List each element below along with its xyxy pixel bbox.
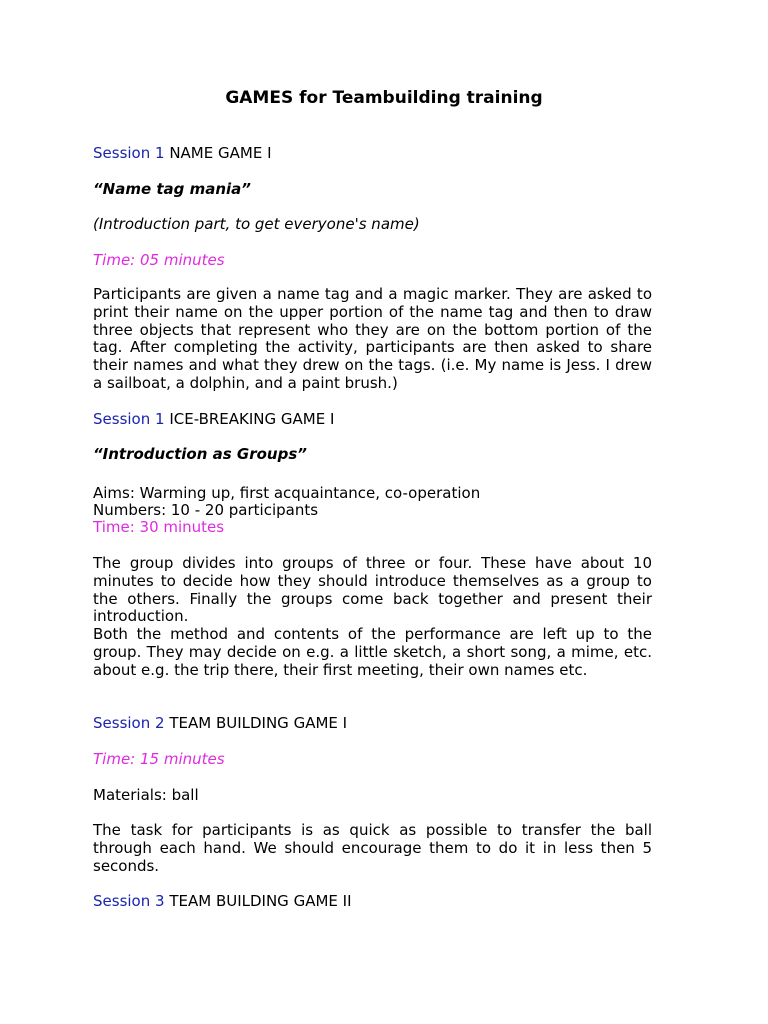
game-description: The group divides into groups of three or four. These have about 10 minutes to decide how they should introduce themselves as a group to the others. Finally the groups come back together and present their introduction. [93,554,652,626]
game-aims: Aims: Warming up, first acquaintance, co-operation [93,484,481,502]
session-name: ICE-BREAKING GAME I [169,410,335,428]
session-heading [93,714,652,732]
game-materials: Materials: ball [93,786,199,804]
game-quote: “Introduction as Groups” [93,445,307,463]
session-name: TEAM BUILDING GAME II [169,892,352,910]
session-heading [93,144,652,162]
game-description: Both the method and contents of the performance are left up to the group. They may decide on e.g. a little sketch, a short song, a mime, etc. about e.g. the trip there, their first meeting, their own names etc. [93,625,652,679]
game-note: (Introduction part, to get everyone's name) [93,215,420,233]
session-label: Session 1 [93,144,165,162]
session-heading [93,892,652,910]
session-name: NAME GAME I [169,144,272,162]
session-label: Session 3 [93,892,165,910]
session-label: Session 1 [93,410,165,428]
game-numbers: Numbers: 10 - 20 participants [93,501,319,520]
game-time: Time: 15 minutes [93,750,225,768]
game-details [93,485,652,537]
game-time: Time: 30 minutes [93,518,225,537]
game-time: Time: 05 minutes [93,251,225,269]
game-description: Participants are given a name tag and a magic marker. They are asked to print their name on the upper portion of the name tag and then to draw three objects that represent who they are on the bottom portion of the tag. After completing the activity, participants are then asked to share their names and what they drew on the tags. (i.e. My name is Jess. I drew a sailboat, a dolphin, and a paint brush.) [93,285,652,392]
session-name: TEAM BUILDING GAME I [169,714,348,732]
document-title: GAMES for Teambuilding training [225,88,543,108]
session-label: Session 2 [93,714,165,732]
game-description: The task for participants is as quick as possible to transfer the ball through each hand. We should encourage them to do it in less then 5 seconds. [93,821,652,875]
session-heading [93,410,652,428]
game-quote: “Name tag mania” [93,180,251,198]
